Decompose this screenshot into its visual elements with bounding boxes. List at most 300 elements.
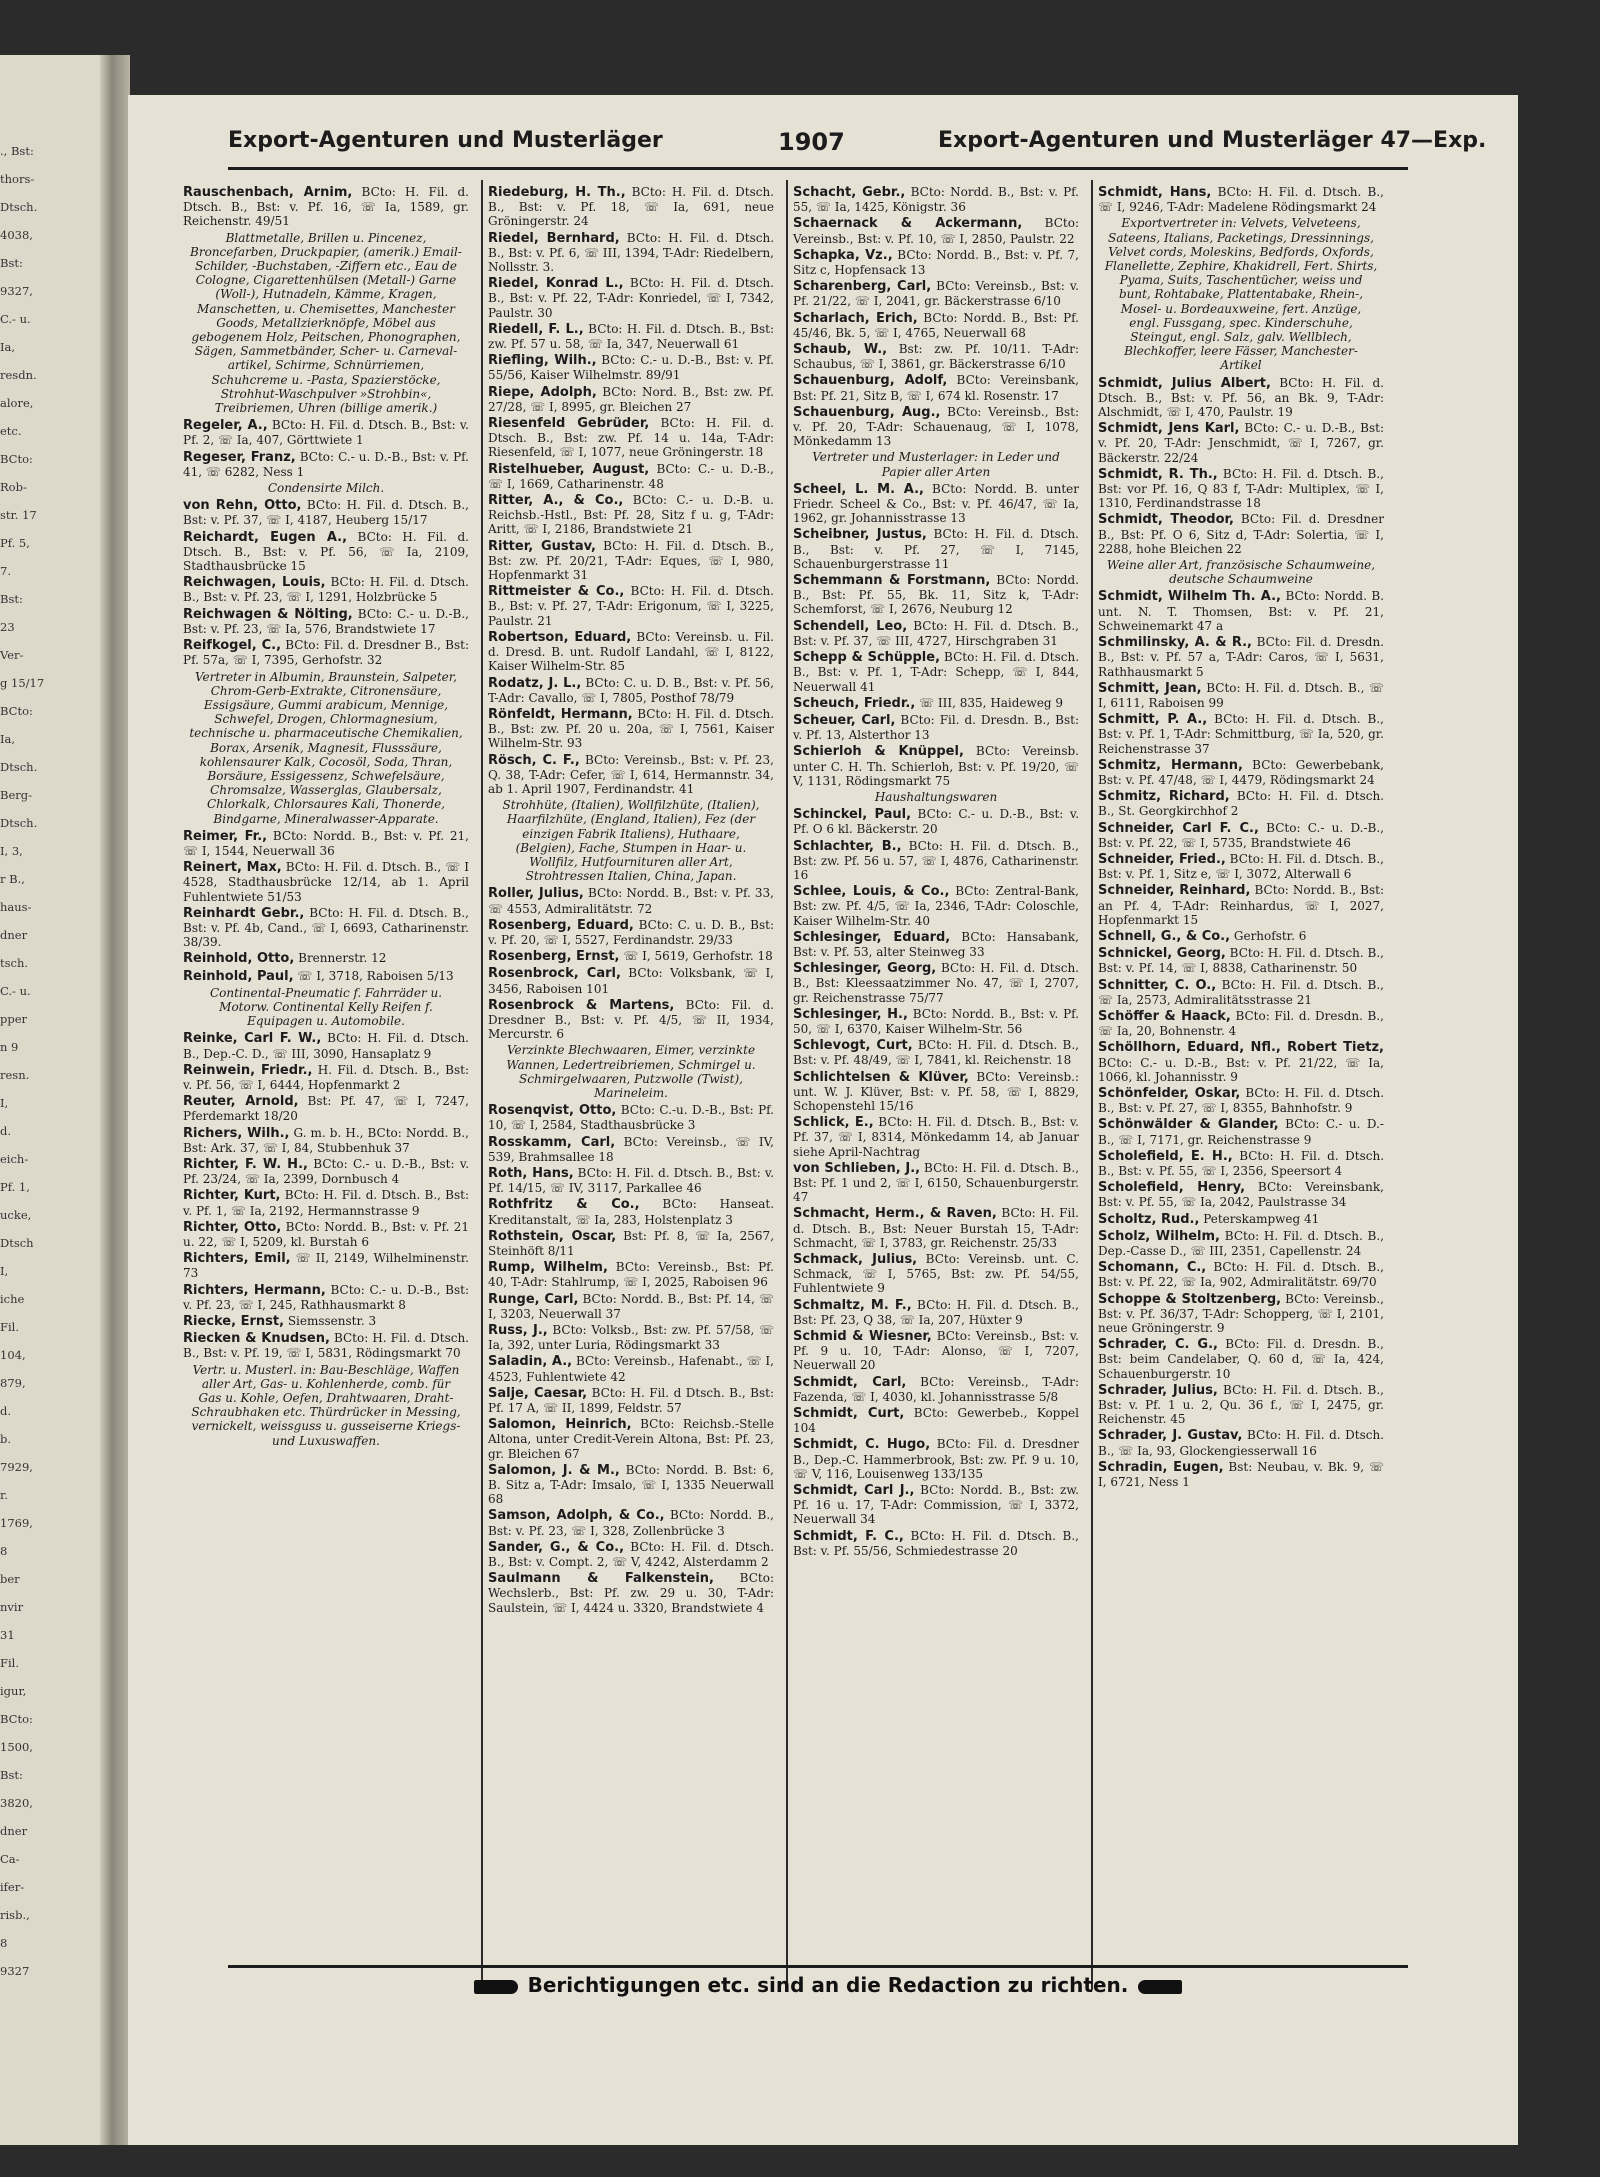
entry-details: BCto: Fil. d. Dresdn. B., ☏ Ia, 20, Bohnenstr. 4 [1098, 1008, 1384, 1039]
strip-fragment: ., Bst: [0, 144, 34, 158]
entry-details: Bst: zw. Pf. 10/11. T-Adr: Schaubus, ☏ I, 3861, gr. Bäckerstrasse 6/10 [793, 342, 1079, 372]
directory-entry [1098, 978, 1384, 1007]
directory-entry [488, 462, 774, 491]
entry-name: Reimer, Fr., [183, 828, 268, 844]
entry-name: Schrader, Julius, [1098, 1382, 1218, 1398]
strip-fragment: alore, [0, 396, 34, 410]
entry-name: Rosskamm, Carl, [488, 1134, 616, 1150]
directory-entry [488, 1135, 774, 1164]
entry-name: Rosenqvist, Otto, [488, 1103, 617, 1119]
strip-fragment: Berg- [0, 788, 33, 802]
entry-details: Siemssenstr. 3 [284, 1314, 377, 1329]
entry-name: von Schlieben, J., [793, 1160, 921, 1176]
directory-entry [1098, 1212, 1384, 1227]
entry-name: Scholefield, E. H., [1098, 1148, 1233, 1164]
directory-entry [793, 807, 1079, 836]
strip-fragment: iche [0, 1292, 25, 1306]
entry-details: BCto: C.- u. D.-B., Bst: v. Pf. 23, ☏ I, 245, Rathhausmarkt 8 [183, 1282, 469, 1312]
entry-name: Richter, Otto, [183, 1219, 282, 1235]
entry-details: H. Fil. d. Dtsch. B., Bst: v. Pf. 56, ☏ I, 6444, Hopfenmarkt 2 [183, 1062, 469, 1092]
directory-entry [183, 1331, 469, 1360]
entry-name: Rönfeldt, Hermann, [488, 706, 633, 722]
entry-name: Schlesinger, Eduard, [793, 929, 951, 945]
strip-fragment: r. [0, 1488, 8, 1502]
strip-fragment: str. 17 [0, 508, 37, 522]
directory-entry [1098, 789, 1384, 818]
directory-entry [793, 185, 1079, 214]
entry-details: BCto: H. Fil. d. Dtsch. B., Bst: v. Pf. 37, ☏ I, 4187, Heuberg 15/17 [183, 498, 469, 528]
entry-name: Scheibner, Justus, [793, 527, 927, 543]
directory-entry [793, 482, 1079, 526]
entry-name: Schlesinger, H., [793, 1006, 908, 1022]
entry-details: BCto: C.- u. D.-B., Bst: v. Pf. 20, T-Adr: Jenschmidt, ☏ I, 7267, gr. Bäckerstr. 22/24 [1098, 421, 1385, 465]
directory-entry [1098, 1009, 1384, 1038]
entry-details: BCto: H. Fil. d. Dtsch. B., Bst: v. Pf. 1 u. 2, Qu. 36 f., ☏ I, 2475, gr. Reichenstr. 45 [1098, 1382, 1385, 1427]
directory-entry [793, 1437, 1079, 1481]
directory-entry [488, 1323, 774, 1352]
entry-name: Scholtz, Rud., [1098, 1211, 1200, 1227]
entry-name: Rosenbrock & Martens, [488, 997, 675, 1013]
directory-entry [488, 1571, 774, 1615]
entry-details: BCto: Vereinsb., Bst: v. Pf. 21/22, ☏ I, 2041, gr. Bäckerstrasse 6/10 [793, 279, 1079, 309]
entry-details: BCto: Vereinsb., Bst: Pf. 40, T-Adr: Stahlrump, ☏ I, 2025, Raboisen 96 [488, 1260, 774, 1290]
strip-fragment: g 15/17 [0, 676, 45, 690]
entry-details: BCto: Vereinsb. u. Fil. d. Dresd. B. unt. Rudolf Landahl, ☏ I, 8122, Kaiser Wilhelm-Str. 85 [488, 629, 775, 674]
directory-entry [488, 539, 774, 583]
entry-details: BCto: C.- u. D.-B., ☏ I, 7171, gr. Reichenstrasse 9 [1098, 1117, 1384, 1147]
entry-note: Blattmetalle, Brillen u. Pincenez, Broncefarben, Druckpapier, (amerik.) Email-Schilder, -Buchstaben, -Ziffern etc., Eau de Cologne, Cigarettenhülsen (Metall-) Garne (Woll-), Hutnadeln, Kämme, Kragen, Manschetten, u. Chemisettes, Manchester Goods, Metallzierknöpfe, Möbel aus gebogenem Holz, Peitschen, Phonographen, Sägen, Sammetbänder, Scher- u. Carneval-artikel, Schirme, Schnürriemen, Schuhcreme u. -Pasta, Spazierstöcke, Strohhut-Waschpulver »Strohbin«, Treibriemen, Uhren (billige amerik.) [190, 230, 462, 416]
directory-entry [183, 185, 469, 229]
entry-details: BCto: H. Fil. d. Dtsch. B., Bst: v. Pf. 1, T-Adr: Schmittburg, ☏ Ia, 520, gr. Reichenstrasse 37 [1098, 712, 1384, 756]
entry-name: Saulmann & Falkenstein, [488, 1571, 714, 1587]
entry-note: Vertreter in Albumin, Braunstein, Salpeter, Chrom-Gerb-Extrakte, Citronensäure, Essigsäure, Gummi arabicum, Mennige, Schwefel, Drogen, Chlormagnesium, technische u. pharmaceutische Chemikalien, Borax, Arsenik, Magnesit, Flusssäure, kohlensaurer Kalk, Cocosöl, Soda, Thran, Borsäure, Essigessenz, Schwefelsäure, Chromsalze, Wasserglas, Glaubersalz, Chlorkalk, Chlorsaures Kali, Thonerde, Bindgarne, Mineralwasser-Apparate. [189, 669, 463, 826]
strip-fragment: BCto: [0, 1712, 33, 1726]
entry-name: Schöllhorn, Eduard, Nfl., Robert Tietz, [1098, 1040, 1384, 1056]
page-footer [328, 1973, 1328, 1997]
entry-details: BCto: H. Fil. d. Dtsch. B., Bst: zw. Pf. 14 u. 14a, T-Adr: Riesenfeld, ☏ I, 1077, neue Gröningerstr. 18 [488, 416, 774, 460]
directory-entry [183, 1031, 469, 1060]
entry-name: Regeler, A., [183, 418, 268, 434]
column-divider [786, 180, 788, 1990]
directory-entry [488, 584, 774, 628]
directory-entry [793, 1007, 1079, 1036]
entry-name: Reifkogel, C., [183, 638, 282, 654]
entry-name: Samson, Adolph, & Co., [488, 1508, 665, 1524]
pointing-hand-icon [1138, 1980, 1182, 1994]
entry-details: BCto: H. Fil. d. Dtsch. B., Bst: Kleessaatzimmer No. 47, ☏ I, 2707, gr. Reichenstrasse 75/77 [793, 961, 1079, 1005]
directory-entry [183, 906, 469, 950]
entry-details: BCto: H. Fil. d. Dtsch. B., Bst: v. Pf. 37, ☏ III, 4727, Hirschgraben 31 [793, 618, 1079, 648]
strip-fragment: Bst: [0, 256, 23, 270]
directory-entry [183, 951, 469, 966]
entry-details: BCto: Vereinsb., Bst: v. Pf. 9 u. 10, T-Adr: Alonso, ☏ I, 7207, Neuerwall 20 [793, 1329, 1080, 1373]
entry-note: Weine aller Art, französische Schaumweine, deutsche Schaumweine [1106, 558, 1376, 587]
entry-name: Schmitz, Richard, [1098, 789, 1230, 805]
directory-entry [793, 279, 1079, 308]
entry-name: Reinwein, Friedr., [183, 1062, 313, 1078]
directory-entry [793, 311, 1079, 340]
entry-details: ☏ II, 2149, Wilhelminenstr. 73 [183, 1251, 469, 1281]
directory-entry [1098, 681, 1384, 710]
directory-entry [793, 1252, 1079, 1296]
column-4 [1098, 185, 1384, 1491]
entry-name: Ritter, A., & Co., [488, 493, 624, 509]
entry-note: Verzinkte Blechwaaren, Eimer, verzinkte Wannen, Ledertreibriemen, Schmirgel u. Schmirgelwaaren, Putzwolle (Twist), Marineleim. [506, 1043, 756, 1100]
directory-entry [793, 619, 1079, 648]
entry-details: BCto: Fil. d. Dresdn. B., Bst: v. Pf. 13, Alsterthor 13 [793, 712, 1079, 743]
strip-fragment: nvir [0, 1600, 24, 1614]
entry-name: Salje, Caesar, [488, 1385, 588, 1401]
directory-entry [183, 607, 469, 636]
entry-details: BCto: Nordd. B., Bst: v. Pf. 21 u. 22, ☏ I, 5209, kl. Burstah 6 [183, 1219, 469, 1250]
header-left-title: Export-Agenturen und Musterläger [228, 128, 663, 153]
directory-entry [488, 1540, 774, 1569]
strip-fragment: dner [0, 928, 28, 942]
column-1 [183, 185, 469, 1451]
strip-fragment: 3820, [0, 1796, 33, 1810]
strip-fragment: Dtsch. [0, 200, 38, 214]
entry-note: Haushaltungswaren [874, 789, 998, 804]
directory-entry [1098, 1260, 1384, 1289]
directory-entry [183, 1063, 469, 1092]
entry-name: Reinke, Carl F. W., [183, 1031, 322, 1047]
entry-name: Reinert, Max, [183, 860, 282, 876]
entry-name: Schauenburg, Adolf, [793, 373, 948, 389]
entry-name: Schmidt, Jens Karl, [1098, 421, 1240, 437]
entry-details: BCto: C.- u. D.-B., Bst: v. Pf. 23/24, ☏ Ia, 2399, Dornbusch 4 [183, 1157, 470, 1187]
directory-entry [1098, 1180, 1384, 1209]
entry-name: Schmitz, Hermann, [1098, 757, 1243, 773]
entry-name: Ritter, Gustav, [488, 538, 596, 554]
entry-details: BCto: C. u. D. B., Bst: v. Pf. 56, T-Adr: Cavallo, ☏ I, 7805, Posthof 78/79 [488, 675, 774, 705]
entry-note: Condensirte Milch. [267, 481, 385, 496]
entry-note: Strohhüte, (Italien), Wollfilzhüte, (Italien), Haarfilzhüte, (England, Italien), Fez (der einzigen Fabrik Italiens), Huthaare, (Belgien), Fache, Stumpen in Haar- u. Wollfilz, Hutfournituren aller Art, Strohtressen Italien, China, Japan. [502, 798, 760, 884]
directory-entry [183, 1157, 469, 1186]
entry-details: BCto: Vereinsb., Hafenabt., ☏ I, 4523, Fuhlentwiete 42 [488, 1354, 774, 1384]
entry-details: BCto: H. Fil. d. Dtsch. B., St. Georgkirchhof 2 [1098, 789, 1384, 819]
entry-details: BCto: Gewerbeb., Koppel 104 [793, 1406, 1079, 1436]
entry-name: Schradin, Eugen, [1098, 1459, 1224, 1475]
strip-fragment: 9327, [0, 284, 33, 298]
strip-fragment: haus- [0, 900, 32, 914]
directory-entry [1098, 185, 1384, 214]
adjacent-page-strip [0, 55, 100, 2145]
directory-entry [183, 638, 469, 667]
entry-name: Robertson, Eduard, [488, 629, 632, 645]
strip-fragment: Ca- [0, 1852, 20, 1866]
strip-fragment: I, [0, 1264, 9, 1278]
entry-details: BCto: H. Fil. d. Dtsch. B., Bst: Pf. 1 und 2, ☏ I, 6150, Schauenburgerstr. 47 [793, 1160, 1080, 1205]
entry-details: BCto: Vereinsb., Bst: v. Pf. 10, ☏ I, 2850, Paulstr. 22 [793, 216, 1079, 246]
directory-entry [183, 575, 469, 604]
entry-details: BCto: Nordd. B., Bst: an Pf. 4, T-Adr: Reinhardus, ☏ I, 2027, Hopfenmarkt 15 [1098, 883, 1384, 927]
entry-details: BCto: Wechslerb., Bst: Pf. zw. 29 u. 30, T-Adr: Saulstein, ☏ I, 4424 u. 3320, Brandstwiete 4 [488, 1571, 774, 1615]
entry-name: Schmidt, Wilhelm Th. A., [1098, 589, 1281, 605]
entry-name: Rösch, C. F., [488, 752, 580, 768]
header-year: 1907 [778, 128, 845, 156]
strip-fragment: 879, [0, 1376, 26, 1390]
directory-entry [1098, 1460, 1384, 1489]
directory-entry [793, 1406, 1079, 1435]
directory-entry [1098, 1383, 1384, 1427]
strip-fragment: 8 [0, 1936, 8, 1950]
entry-details: BCto: H. Fil. d. Dtsch. B., Bst: v. Pf. 16, ☏ Ia, 1589, gr. Reichenstr. 49/51 [183, 185, 469, 229]
strip-fragment: 31 [0, 1628, 15, 1642]
directory-entry [488, 1386, 774, 1415]
directory-entry [488, 886, 774, 915]
directory-entry [488, 1354, 774, 1383]
strip-fragment: 1769, [0, 1516, 33, 1530]
entry-details: BCto: H. Fil. d. Dtsch. B., Bst: v. Pf. 1, T-Adr: Schepp, ☏ I, 844, Neuerwall 41 [793, 650, 1080, 694]
entry-details: BCto: H. Fil. d. Dtsch. B., Bst: v. Pf. 18, ☏ Ia, 691, neue Gröningerstr. 24 [488, 185, 774, 229]
directory-entry [488, 1417, 774, 1461]
strip-fragment: tsch. [0, 956, 29, 970]
entry-details: BCto: H. Fil. d. Dtsch. B., Bst: v. Pf. 55, ☏ I, 2356, Speersort 4 [1098, 1148, 1385, 1178]
entry-name: Regeser, Franz, [183, 449, 296, 465]
column-divider [481, 180, 483, 1990]
entry-name: Schlachter, B., [793, 838, 902, 854]
entry-name: Schierloh & Knüppel, [793, 744, 964, 760]
directory-entry [488, 1292, 774, 1321]
strip-fragment: 23 [0, 620, 15, 634]
directory-entry [1098, 1428, 1384, 1457]
entry-name: Scholz, Wilhelm, [1098, 1228, 1220, 1244]
entry-details: BCto: H. Fil. d. Dtsch. B., Bst: v. Pf. 27, ☏ I, 7145, Schauenburgerstrasse 11 [793, 527, 1080, 571]
directory-entry [183, 498, 469, 527]
directory-entry [793, 373, 1079, 402]
entry-details: BCto: H. Fil. d. Dtsch. B., Bst: v. Pf. 37, ☏ I, 8314, Mönkedamm 14, ab Januar siehe April-Nachtrag [793, 1115, 1079, 1159]
entry-details: BCto: Vereinsb., ☏ IV, 539, Brahmsallee 18 [488, 1134, 774, 1164]
entry-details: BCto: C.- u. D.-B. u. Reichsb.-Hstl., Bst: Pf. 28, Sitz f u. g, T-Adr: Aritt, ☏ I, 2186, Brandstwiete 21 [488, 493, 774, 537]
entry-details: BCto: C. u. D. B., Bst: v. Pf. 20, ☏ I, 5527, Ferdinandstr. 29/33 [488, 917, 774, 947]
directory-entry [1098, 883, 1384, 927]
entry-details: BCto: Nordd. B., Bst: zw. Pf. 16 u. 17, T-Adr: Commission, ☏ I, 3372, Neuerwall 34 [793, 1483, 1079, 1527]
entry-details: BCto: H. Fil. d. Dtsch. B., Bst: v. Pf. 14, ☏ I, 8838, Catharinenstr. 50 [1098, 946, 1384, 976]
entry-details: BCto: Fil. d. Dresdn. B., Bst: beim Candelaber, Q. 60 d, ☏ Ia, 424, Schauenburgerstr. 10 [1098, 1337, 1384, 1381]
directory-entry [183, 829, 469, 858]
entry-name: Schemmann & Forstmann, [793, 573, 991, 589]
footer-rule [228, 1965, 1408, 1968]
entry-name: Schöffer & Haack, [1098, 1008, 1231, 1024]
directory-entry [488, 416, 774, 460]
strip-fragment: 7929, [0, 1460, 33, 1474]
entry-name: Scheel, L. M. A., [793, 481, 924, 497]
strip-fragment: Fil. [0, 1320, 19, 1334]
directory-entry [488, 998, 774, 1042]
directory-entry [1098, 1040, 1384, 1084]
directory-entry [793, 884, 1079, 928]
entry-name: Scharenberg, Carl, [793, 279, 932, 295]
directory-entry [488, 1463, 774, 1507]
entry-name: Schnell, G., & Co., [1098, 928, 1231, 944]
directory-entry [793, 248, 1079, 277]
entry-details: BCto: H. Fil. d. Dtsch. B., Bst: v. Pf. 22, T-Adr: Konriedel, ☏ I, 7342, Paulstr. 30 [488, 276, 774, 320]
directory-entry [183, 1220, 469, 1249]
entry-details: BCto: H. Fil. d. Dtsch. B., Bst: v. Pf. 6, ☏ III, 1394, T-Adr: Riedelbern, Nollsstr. 3. [488, 230, 775, 275]
directory-entry [488, 1166, 774, 1195]
entry-name: Schlichtelsen & Klüver, [793, 1069, 969, 1085]
directory-entry [793, 1329, 1079, 1373]
entry-name: Schapka, Vz., [793, 247, 893, 263]
entry-details: BCto: H. Fil. d. Dtsch. B., ☏ Ia, 93, Glockengiesserwall 16 [1098, 1428, 1384, 1458]
entry-name: Scheuch, Friedr., [793, 695, 916, 711]
directory-entry [793, 1529, 1079, 1558]
entry-details: BCto: Hansabank, Bst: v. Pf. 53, alter Steinweg 33 [793, 929, 1079, 959]
entry-details: BCto: Hanseat. Kreditanstalt, ☏ Ia, 283, Holstenplatz 3 [488, 1197, 775, 1227]
directory-entry [793, 1115, 1079, 1159]
entry-name: Scholefield, Henry, [1098, 1180, 1246, 1196]
directory-entry [1098, 635, 1384, 679]
entry-name: Schrader, C. G., [1098, 1337, 1218, 1353]
entry-name: Richter, F. W. H., [183, 1157, 308, 1172]
directory-entry [793, 1206, 1079, 1250]
directory-entry [1098, 1292, 1384, 1336]
entry-name: Schauenburg, Aug., [793, 404, 941, 420]
entry-name: Schmidt, Carl, [793, 1374, 907, 1390]
strip-fragment: pper [0, 1012, 28, 1026]
footer-notice: Berichtigungen etc. sind an die Redaction zu richten. [527, 1973, 1129, 1997]
directory-entry [488, 1229, 774, 1258]
directory-entry [793, 1483, 1079, 1527]
entry-name: Schaub, W., [793, 342, 888, 358]
entry-details: Gerhofstr. 6 [1230, 928, 1307, 943]
directory-entry [488, 231, 774, 275]
directory-entry [183, 450, 469, 479]
entry-name: Salomon, Heinrich, [488, 1417, 632, 1433]
directory-entry [793, 713, 1079, 742]
entry-details: BCto: Vereinsb., T-Adr: Fazenda, ☏ I, 4030, kl. Johannisstrasse 5/8 [793, 1374, 1079, 1404]
entry-details: BCto: H. Fil. d. Dtsch. B., Bst: v. Pf. 23, ☏ I, 1291, Holzbrücke 5 [183, 575, 469, 605]
strip-fragment: 4038, [0, 228, 33, 242]
strip-fragment: 7. [0, 564, 11, 578]
directory-entry [1098, 376, 1384, 420]
directory-entry [488, 276, 774, 320]
directory-entry [488, 1103, 774, 1132]
entry-name: Riecken & Knudsen, [183, 1331, 330, 1347]
entry-name: von Rehn, Otto, [183, 498, 302, 514]
entry-name: Schmidt, F. C., [793, 1528, 904, 1544]
entry-details: BCto: H. Fil. d. Dtsch. B., Bst: v. Pf. 1, ☏ Ia, 2192, Hermannstrasse 9 [183, 1188, 469, 1218]
entry-details: BCto: H. Fil. d Dtsch. B., Bst: Pf. 17 A, ☏ II, 1899, Feldstr. 57 [488, 1385, 774, 1416]
entry-details: BCto: H. Fil. d. Dtsch. B., Bst: v. Pf. 56, ☏ Ia, 2109, Stadthausbrücke 15 [183, 529, 469, 574]
directory-entry [488, 966, 774, 995]
directory-entry [1098, 1229, 1384, 1258]
entry-name: Rothfritz & Co., [488, 1197, 640, 1213]
entry-details: BCto: C.- u. D.-B., Bst: v. Pf. 55/56, Kaiser Wilhelmstr. 89/91 [488, 353, 774, 383]
pointing-hand-icon [474, 1980, 518, 1994]
entry-name: Riepe, Adolph, [488, 384, 597, 400]
directory-entry [488, 630, 774, 674]
entry-details: BCto: Vereinsb. unter C. H. Th. Schierloh, Bst: v. Pf. 19/20, ☏ V, 1131, Rödingsmarkt 75 [793, 744, 1079, 788]
entry-details: Bst: Pf. 8, ☏ Ia, 2567, Steinhöft 8/11 [488, 1228, 775, 1259]
book-gutter [100, 55, 130, 2145]
entry-name: Schmidt, Carl J., [793, 1483, 915, 1499]
entry-name: Schmilinsky, A. & R., [1098, 635, 1253, 651]
entry-details: Bst: Pf. 47, ☏ I, 7247, Pferdemarkt 18/20 [183, 1094, 469, 1124]
entry-details: BCto: Fil. d. Dresdn. B., Bst: v. Pf. 57 a, T-Adr: Caros, ☏ I, 5631, Rathhausmarkt 5 [1098, 635, 1384, 679]
entry-details: BCto: Zentral-Bank, Bst: zw. Pf. 4/5, ☏ Ia, 2346, T-Adr: Coloschle, Kaiser Wilhelm-Str. 40 [793, 884, 1079, 928]
entry-name: Riecke, Ernst, [183, 1314, 285, 1330]
entry-details: ☏ I, 5619, Gerhofstr. 18 [619, 949, 773, 964]
directory-entry [793, 696, 1079, 711]
directory-entry [793, 216, 1079, 245]
directory-entry [183, 530, 469, 574]
directory-entry [793, 405, 1079, 449]
strip-fragment: 9327 [0, 1964, 30, 1978]
entry-details: BCto: Nordd. B., Bst: v. Pf. 33, ☏ 4553, Admiralitätstr. 72 [488, 886, 774, 916]
entry-details: BCto: Gewerbebank, Bst: v. Pf. 47/48, ☏ I, 4479, Rödingsmarkt 24 [1098, 757, 1384, 787]
directory-entry [488, 949, 774, 964]
entry-details: BCto: H. Fil. d. Dtsch. B., Bst: v. Pf. 1, Sitz e, ☏ I, 3072, Alterwall 6 [1098, 851, 1384, 882]
entry-name: Riedeburg, H. Th., [488, 185, 626, 200]
strip-fragment: ucke, [0, 1208, 32, 1222]
entry-details: BCto: Vereinsb., Bst: v. Pf. 20, T-Adr: Schauenaug, ☏ I, 1078, Mönkedamm 13 [793, 404, 1079, 449]
entry-details: BCto: H. Fil. d. Dtsch. B., Bst: v. Pf. 19, ☏ I, 5831, Rödingsmarkt 70 [183, 1331, 469, 1361]
entry-name: Schneider, Carl F. C., [1098, 820, 1259, 836]
entry-name: Ristelhueber, August, [488, 461, 650, 477]
entry-details: BCto: C.- u. D.-B., Bst: v. Pf. 21/22, ☏ Ia, 1066, kl. Johannisstr. 9 [1098, 1055, 1384, 1084]
strip-fragment: ifer- [0, 1880, 25, 1894]
directory-entry [488, 185, 774, 229]
entry-name: Reinhold, Otto, [183, 951, 295, 967]
column-2 [488, 185, 774, 1617]
strip-fragment: ber [0, 1572, 20, 1586]
entry-details: BCto: Fil. d. Dresdner B., Bst: Pf. 57a, ☏ I, 7395, Gerhofstr. 32 [183, 638, 469, 668]
entry-name: Schomann, C., [1098, 1260, 1207, 1276]
entry-details: BCto: Nordd. B., Bst: v. Pf. 7, Sitz c, Hopfensack 13 [793, 247, 1079, 278]
strip-fragment: n 9 [0, 1040, 19, 1054]
entry-details: BCto: Fil. d. Dresdner B., Dep.-C. Hammerbrook, Bst: zw. Pf. 9 u. 10, ☏ V, 116, Louisenweg 133/135 [793, 1437, 1080, 1481]
entry-name: Schinckel, Paul, [793, 807, 912, 823]
strip-fragment: etc. [0, 424, 22, 438]
directory-entry [1098, 758, 1384, 787]
strip-fragment: dner [0, 1824, 28, 1838]
strip-fragment: C.- u. [0, 312, 31, 326]
strip-fragment: 1500, [0, 1740, 33, 1754]
directory-entry [488, 676, 774, 705]
entry-details: BCto: H. Fil. d. Dtsch. B., Bst: zw. Pf. 20 u. 20a, ☏ I, 7561, Kaiser Wilhelm-Str. 93 [488, 706, 775, 751]
entry-name: Rump, Wilhelm, [488, 1260, 608, 1276]
entry-details: BCto: Nord. B., Bst: zw. Pf. 27/28, ☏ I, 8995, gr. Bleichen 27 [488, 384, 774, 414]
entry-name: Schmitt, P. A., [1098, 712, 1208, 728]
strip-fragment: b. [0, 1432, 12, 1446]
entry-details: ☏ III, 835, Haideweg 9 [915, 695, 1064, 710]
entry-details: BCto: Nordd. B., Bst: v. Pf. 50, ☏ I, 6370, Kaiser Wilhelm-Str. 56 [793, 1006, 1080, 1036]
entry-name: Schlevogt, Curt, [793, 1038, 913, 1054]
entry-details: BCto: H. Fil. d. Dtsch. B., ☏ I 4528, Stadthausbrücke 12/14, ab 1. April Fuhlentwiete 51/53 [183, 860, 470, 904]
entry-name: Salomon, J. & M., [488, 1462, 620, 1478]
entry-name: Rittmeister & Co., [488, 584, 625, 600]
directory-entry [793, 744, 1079, 788]
entry-name: Schendell, Leo, [793, 618, 908, 634]
entry-name: Richter, Kurt, [183, 1188, 281, 1204]
entry-name: Schmidt, Curt, [793, 1406, 905, 1422]
directory-entry [183, 1314, 469, 1329]
entry-name: Schönfelder, Oskar, [1098, 1085, 1241, 1101]
entry-details: BCto: Nordd. B., Bst: Pf. 45/46, Bk. 5, ☏ I, 4765, Neuerwall 68 [793, 310, 1079, 340]
strip-fragment: resn. [0, 1068, 30, 1082]
entry-details: BCto: Nordd. B., Bst: v. Pf. 55, ☏ Ia, 1425, Königstr. 36 [793, 185, 1079, 215]
entry-details: BCto: H. Fil. d. Dtsch. B., Bst: v. Pf. 56, an Bk. 9, T-Adr: Alschmidt, ☏ I, 470, Paulstr. 19 [1098, 375, 1384, 420]
entry-name: Schmidt, R. Th., [1098, 466, 1218, 482]
entry-details: BCto: H. Fil. d. Dtsch. B., Bst: vor Pf. 16, Q 83 f, T-Adr: Multiplex, ☏ I, 1310, Ferdinandstrasse 18 [1098, 466, 1384, 511]
entry-name: Rauschenbach, Arnim, [183, 185, 353, 200]
directory-entry [488, 918, 774, 947]
entry-details: BCto: H. Fil. d. Dtsch. B., Bst: v. Pf. 48/49, ☏ I, 7841, kl. Reichenstr. 18 [793, 1038, 1079, 1068]
strip-fragment: Dtsch. [0, 760, 38, 774]
entry-name: Rodatz, J. L., [488, 675, 582, 691]
entry-details: BCto: Nordd. B., Bst: v. Pf. 23, ☏ I, 328, Zollenbrücke 3 [488, 1508, 774, 1538]
